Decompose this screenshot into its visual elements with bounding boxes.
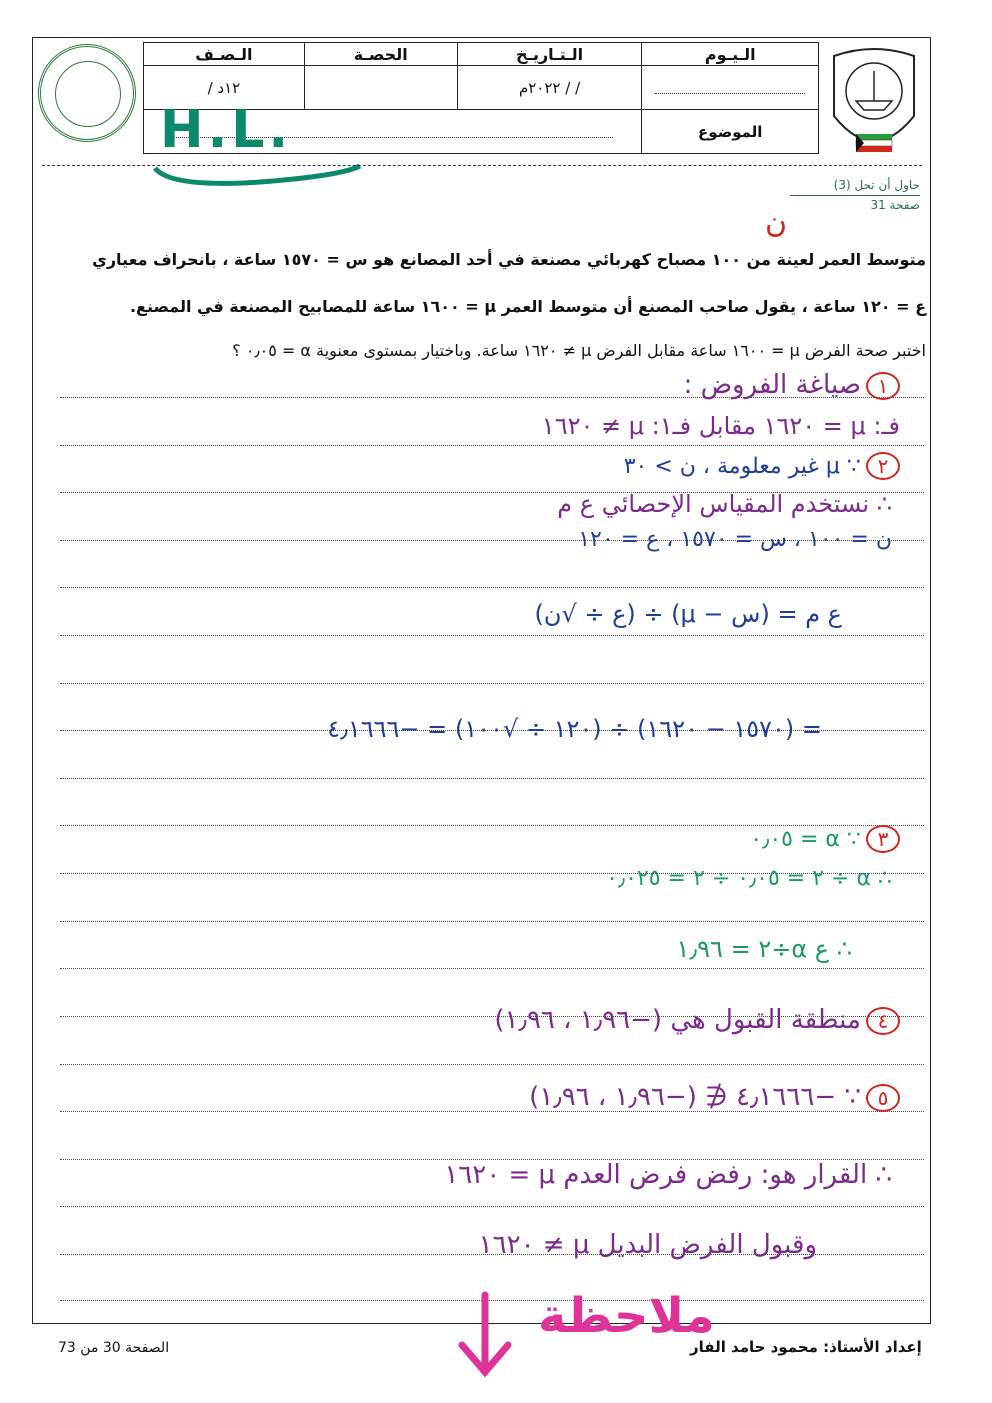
author: إعداد الأستاذ: محمود حامد الفار [690,1338,922,1356]
ruled-line [60,587,924,588]
ruled-line [60,1206,924,1207]
period-value [304,66,457,110]
step-1 [684,370,900,400]
step-5-comparison: ∵ −٤٫١٦٦٦ ∉ (−١٫٩٦ ، ١٫٩٦) [529,1082,861,1112]
step-3-number: ٣ [866,825,900,853]
school-logo [38,44,136,142]
ruled-line [60,968,924,969]
step-4-number: ٤ [866,1007,900,1035]
step-5-number: ٥ [866,1084,900,1112]
page-frame [32,37,931,1324]
ruled-line [60,1064,924,1065]
step-3-alpha: ∵ α = ٠٫٠٥ [750,827,861,852]
ruled-line [60,921,924,922]
ruled-line [60,778,924,779]
subject-label: الموضوع [642,110,819,154]
ruled-line [60,635,924,636]
ruled-line [60,683,924,684]
try-box [790,178,920,212]
question-line-1: متوسط العمر لعينة من ١٠٠ مصباح كهربائي مصنعة في أحد المصانع هو س = ١٥٧٠ ساعة ، بانحراف معياري [92,250,926,269]
header-separator [42,165,922,166]
question-line-3: اختبر صحة الفرض μ = ١٦٠٠ ساعة مقابل الفرض μ ≠ ١٦٢٠ ساعة. وباختيار بمستوى معنوية α = ٠٫٠٥ ؟ [232,341,926,360]
step-2-calculation: = (١٥٧٠ − ١٦٢٠) ÷ (١٢٠ ÷ √١٠٠) = −٤٫١٦٦٦ [327,715,822,743]
kuwait-emblem [826,46,922,166]
step-2-formula: ع م = (س − μ) ÷ (ع ÷ √ن) [534,600,842,628]
step-2-statistic: ∴ نستخدم المقياس الإحصائي ع م [557,490,892,518]
n-annotation: ن [765,205,788,240]
question-line-2: ع = ١٢٠ ساعة ، يقول صاحب المصنع أن متوسط العمر μ = ١٦٠٠ ساعة للمصابيح المصنعة في المصنع. [129,297,926,316]
date-label: الـتـاريـخ [457,43,642,66]
step-2 [624,452,900,480]
hl-stamp: H.L. [160,100,293,160]
date-value: / / ٢٠٢٢م [457,66,642,110]
class-label: الـصـف [144,43,305,66]
step-2-condition: ∵ μ غير معلومة ، ن > ٣٠ [623,454,861,479]
day-value [642,66,819,110]
hypotheses: فـ: μ = ١٦٢٠ مقابل فـ١: μ ≠ ١٦٢٠ [541,412,900,440]
step-4 [494,1005,900,1035]
acceptance-region: منطقة القبول هي (−١٫٩٦ ، ١٫٩٦) [494,1005,861,1035]
step-1-number: ١ [866,372,900,400]
step-2-givens: ن = ١٠٠ ، س = ١٥٧٠ ، ع = ١٢٠ [578,527,892,552]
try-page: صفحة 31 [790,195,920,212]
down-arrow-icon [450,1290,520,1380]
step-5 [529,1082,900,1112]
page-number: الصفحة 30 من 73 [58,1340,170,1356]
note-label: ملاحظة [538,1288,715,1344]
step-3-half-alpha: ∴ α ÷ ٢ = ٠٫٠٥ ÷ ٢ = ٠٫٠٢٥ [606,866,892,891]
step-3 [750,825,900,853]
decision-accept: وقبول الفرض البديل μ ≠ ١٦٢٠ [478,1230,817,1260]
try-title: حاول أن تحل (3) [833,178,920,192]
step-3-critical: ∴ ع α÷٢ = ١٫٩٦ [676,935,852,963]
decision: ∴ القرار هو: رفض فرض العدم μ = ١٦٢٠ [444,1160,892,1190]
step-2-number: ٢ [866,452,900,480]
step-1-title: صياغة الفروض : [683,370,861,400]
day-label: الـيـوم [642,43,819,66]
period-label: الحصـة [304,43,457,66]
class-value: ١٢د / [144,66,305,110]
ruled-line [60,445,924,446]
